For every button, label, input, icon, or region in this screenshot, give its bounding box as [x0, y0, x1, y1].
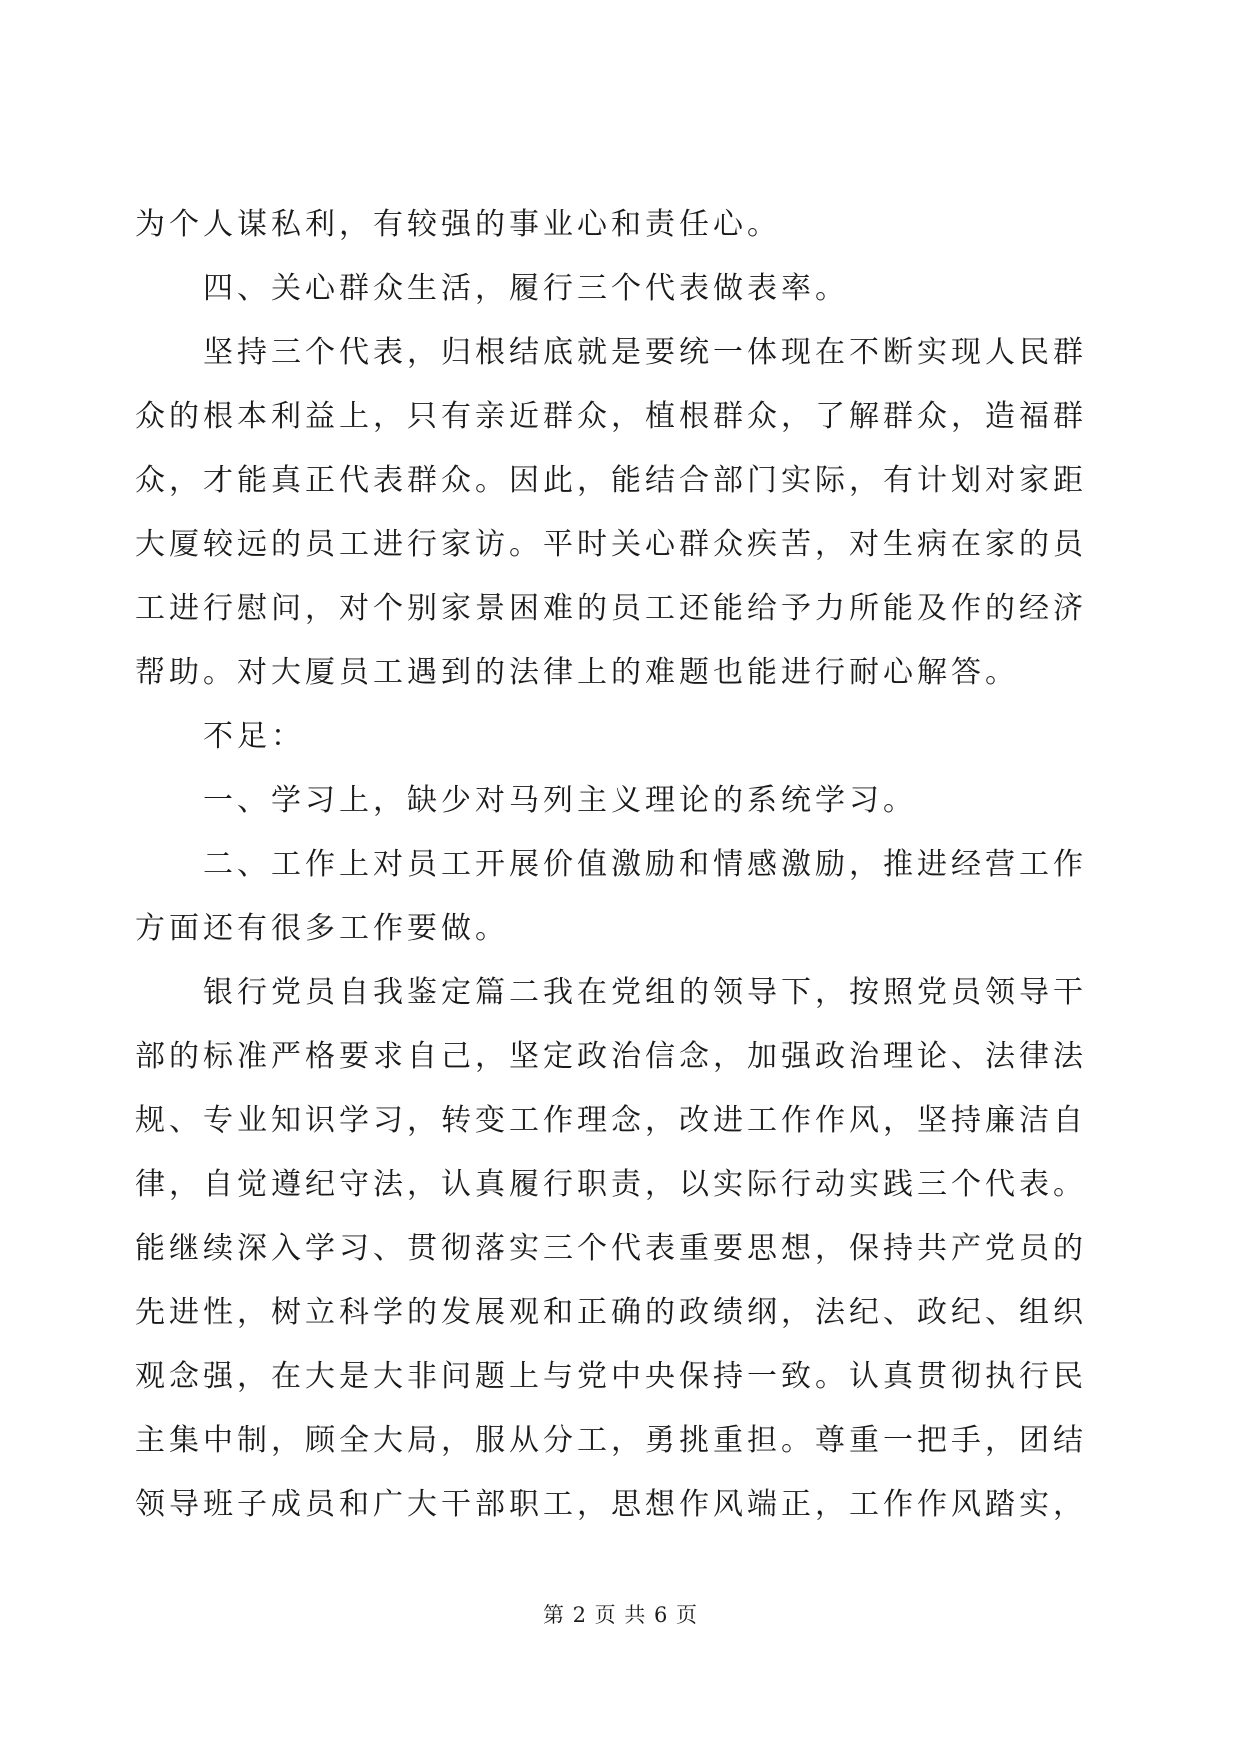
text-line: 先进性，树立科学的发展观和正确的政绩纲，法纪、政纪、组织 — [135, 1295, 1087, 1330]
text-line: 观念强，在大是大非问题上与党中央保持一致。认真贯彻执行民 — [135, 1359, 1087, 1394]
text-line: 一、学习上，缺少对马列主义理论的系统学习。 — [135, 783, 917, 818]
text-line: 能继续深入学习、贯彻落实三个代表重要思想，保持共产党员的 — [135, 1231, 1087, 1266]
text-line: 律，自觉遵纪守法，认真履行职责，以实际行动实践三个代表。 — [135, 1167, 1087, 1202]
text-line: 大厦较远的员工进行家访。平时关心群众疾苦，对生病在家的员 — [135, 527, 1087, 562]
text-line: 主集中制，顾全大局，服从分工，勇挑重担。尊重一把手，团结 — [135, 1423, 1087, 1458]
text-line: 工进行慰问，对个别家景困难的员工还能给予力所能及作的经济 — [135, 591, 1087, 626]
text-line: 二、工作上对员工开展价值激励和情感激励，推进经营工作 — [135, 847, 1087, 882]
text-line: 银行党员自我鉴定篇二我在党组的领导下，按照党员领导干 — [135, 975, 1087, 1010]
text-line: 众的根本利益上，只有亲近群众，植根群众，了解群众，造福群 — [135, 399, 1087, 434]
text-line: 领导班子成员和广大干部职工，思想作风端正，工作作风踏实， — [135, 1487, 1087, 1522]
page-number-footer: 第 2 页 共 6 页 — [542, 1603, 699, 1627]
text-line: 规、专业知识学习，转变工作理念，改进工作作风，坚持廉洁自 — [135, 1103, 1087, 1138]
text-line: 方面还有很多工作要做。 — [135, 911, 509, 946]
text-line: 不足： — [135, 719, 305, 754]
text-line: 帮助。对大厦员工遇到的法律上的难题也能进行耐心解答。 — [135, 655, 1019, 690]
text-line: 四、关心群众生活，履行三个代表做表率。 — [135, 271, 849, 306]
text-line: 部的标准严格要求自己，坚定政治信念，加强政治理论、法律法 — [135, 1039, 1087, 1074]
text-line: 为个人谋私利，有较强的事业心和责任心。 — [135, 207, 781, 242]
text-line: 众，才能真正代表群众。因此，能结合部门实际，有计划对家距 — [135, 463, 1087, 498]
document-body — [135, 193, 1090, 1537]
text-line: 坚持三个代表，归根结底就是要统一体现在不断实现人民群 — [135, 335, 1087, 370]
